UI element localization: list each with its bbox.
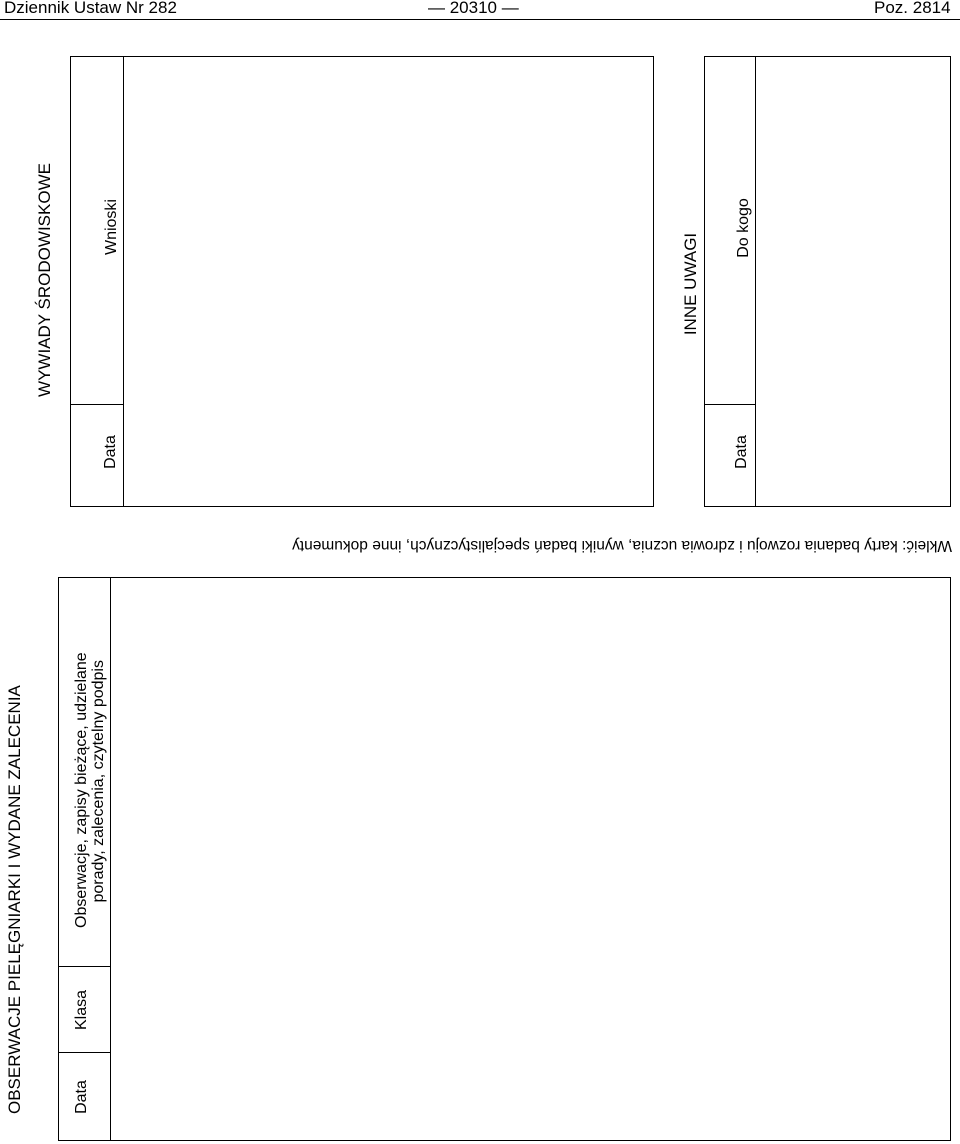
- nurse-col-date: Data: [73, 1080, 90, 1114]
- paste-note: Wkleić: karty badania rozwoju i zdrowia ucznia, wyniki badań specjalistycznych, inne dokumenty: [292, 537, 952, 554]
- nurse-title: OBSERWACJE PIELĘGNIARKI I WYDANE ZALECENIA: [5, 685, 24, 1114]
- interviews-table: [70, 56, 654, 507]
- other-col-divider: [704, 404, 755, 405]
- nurse-row-divider-2: [58, 1052, 110, 1053]
- nurse-row-divider-1: [58, 966, 110, 967]
- nurse-table: [58, 577, 951, 1141]
- nurse-col-obs-line2: porady, zalecenia, czytelny podpis: [90, 660, 107, 903]
- page-number: — 20310 —: [428, 0, 519, 17]
- nurse-header-divider: [110, 577, 111, 1141]
- interviews-title: WYWIADY ŚRODOWISKOWE: [35, 163, 54, 397]
- other-col-to-whom: Do kogo: [735, 198, 752, 258]
- other-header-divider: [755, 56, 756, 507]
- interviews-col-divider: [70, 404, 123, 405]
- journal-title: Dziennik Ustaw Nr 282: [4, 0, 177, 17]
- header-rule: [0, 19, 960, 20]
- nurse-col-class: Klasa: [73, 989, 90, 1031]
- interviews-col-conclusions: Wnioski: [103, 199, 120, 256]
- nurse-col-obs-line1: Obserwacje, zapisy bieżące, udzielane: [73, 652, 90, 928]
- other-col-date: Data: [733, 435, 750, 469]
- interviews-header-divider: [123, 56, 124, 507]
- other-title: INNE UWAGI: [681, 232, 700, 336]
- interviews-col-date: Data: [102, 435, 119, 469]
- position-number: Poz. 2814: [874, 0, 951, 17]
